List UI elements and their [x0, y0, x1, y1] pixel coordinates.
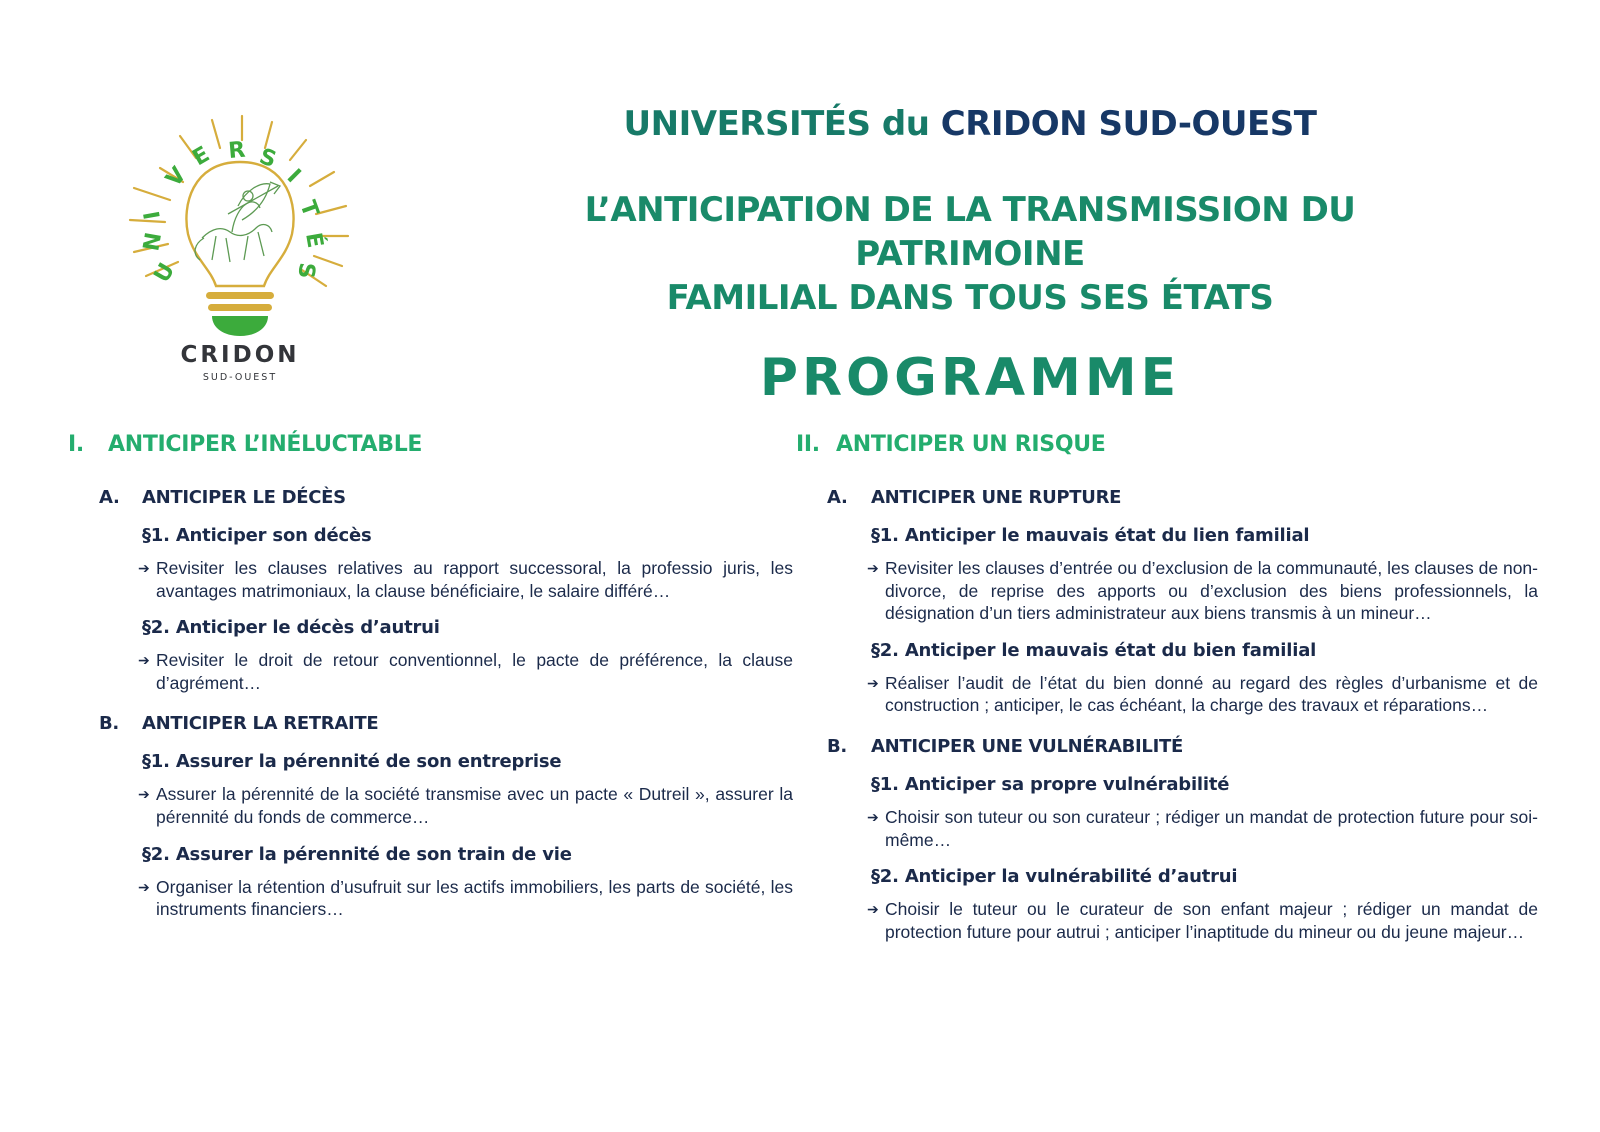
arc-letter: R [227, 137, 247, 164]
bullet-text: Choisir le tuteur ou le curateur de son enfant majeur ; rédiger un mandat de protection future pour autrui ; anticiper l’inaptitude du mineur ou du jeune majeur… [885, 899, 1538, 942]
arrow-icon: ➔ [867, 674, 879, 691]
bullet-text: Choisir son tuteur ou son curateur ; rédiger un mandat de protection future pour soi-même… [885, 806, 1538, 850]
section-heading [99, 486, 793, 510]
arrow-icon: ➔ [867, 560, 879, 576]
part-2-column [796, 430, 1538, 943]
section-title: ANTICIPER UNE RUPTURE [871, 487, 1122, 508]
bullet-text: Organiser la rétention d’usufruit sur les actifs immobiliers, les parts de société, les instruments financiers… [156, 876, 793, 920]
bullet-item [867, 557, 1538, 625]
subsection-title: §1. Assurer la pérennité de son entreprise [142, 751, 562, 773]
cridon-logo [120, 110, 360, 400]
arrow-icon: ➔ [867, 901, 879, 918]
section-heading [827, 735, 1538, 759]
theme-line-2: FAMILIAL DANS TOUS SES ÉTATS [666, 278, 1274, 318]
title-part-2: CRIDON SUD-OUEST [940, 104, 1317, 144]
bullet-text: Assurer la pérennité de la société transmise avec un pacte « Dutreil », assurer la pérennité du fonds de commerce… [156, 784, 793, 827]
universites-arc-letters [139, 138, 328, 287]
section-letter: B. [99, 713, 119, 735]
lightbulb-logo-graphic [120, 110, 360, 340]
theme-line-1: L’ANTICIPATION DE LA TRANSMISSION DU PATRIMOINE [584, 190, 1356, 274]
arrow-icon: ➔ [867, 808, 879, 825]
arc-letter: V [161, 162, 192, 192]
arrow-icon: ➔ [138, 560, 150, 576]
universites-title [470, 102, 1470, 146]
section-letter: A. [99, 487, 120, 508]
bullet-text: Revisiter le droit de retour conventionnel, le pacte de préférence, la clause d’agrément… [156, 650, 793, 693]
theme-title [470, 188, 1470, 320]
part-1-column [68, 430, 793, 921]
section-title: ANTICIPER UNE VULNÉRABILITÉ [871, 735, 1183, 757]
arc-letter: N [139, 230, 168, 254]
arc-letter: T [294, 197, 323, 221]
subsection-title: §2. Anticiper la vulnérabilité d’autrui [871, 866, 1238, 888]
section-heading [827, 486, 1538, 510]
bulb-base [212, 316, 268, 336]
subsection-title: §2. Anticiper le mauvais état du bien familial [871, 639, 1317, 661]
bulb-band [208, 304, 272, 311]
section-heading [99, 712, 793, 736]
section-title: ANTICIPER LA RETRAITE [142, 713, 379, 735]
section-letter: A. [827, 487, 848, 508]
arrow-icon: ➔ [138, 652, 150, 669]
bulb-band [206, 292, 274, 299]
title-part-1: UNIVERSITÉS du [623, 104, 930, 144]
part-title: ANTICIPER UN RISQUE [836, 432, 1106, 457]
subsection-title: §2. Anticiper le décès d’autrui [142, 617, 440, 639]
bullet-item [867, 898, 1538, 943]
bullet-item [867, 806, 1538, 851]
subsection-title: §1. Anticiper sa propre vulnérabilité [871, 773, 1230, 795]
bulb-outline [186, 162, 293, 286]
part-heading [796, 430, 1538, 460]
arrow-icon: ➔ [138, 786, 150, 803]
section-title: ANTICIPER LE DÉCÈS [142, 487, 346, 508]
bullet-text: Revisiter les clauses relatives au rapport successoral, la professio juris, les avantages matrimoniaux, la clause bénéficiaire, le salaire différé… [156, 558, 793, 601]
bullet-text: Réaliser l’audit de l’état du bien donné au regard des règles d’urbanisme et de construction ; anticiper, le cas échéant, la charge des travaux et réparations… [885, 672, 1538, 716]
subsection-title: §2. Assurer la pérennité de son train de vie [142, 843, 572, 865]
bullet-item [138, 557, 793, 602]
bullet-item [867, 672, 1538, 717]
subsection-title: §1. Anticiper son décès [142, 525, 372, 546]
document-header [470, 102, 1470, 410]
subsection-title: §1. Anticiper le mauvais état du lien familial [871, 525, 1310, 546]
section-letter: B. [827, 735, 847, 757]
bullet-text: Revisiter les clauses d’entrée ou d’exclusion de la communauté, les clauses de non-divorce, de reprise des apports ou d’exclusion des biens professionnels, la désignation d’un tiers administrateur aux biens transmis à un mineur… [885, 558, 1538, 624]
logo-name: CRIDON [180, 342, 300, 368]
part-number: II. [796, 432, 820, 457]
bullet-item [138, 783, 793, 828]
bullet-item [138, 876, 793, 921]
arc-letter: É [300, 230, 328, 250]
arc-letter: E [188, 142, 215, 172]
sagittarius-emblem [195, 182, 280, 262]
logo-subtitle: SUD-OUEST [202, 372, 278, 383]
part-heading [68, 430, 793, 460]
bullet-item [138, 649, 793, 694]
arc-letter: U [149, 259, 181, 287]
arrow-icon: ➔ [138, 878, 150, 895]
arc-letter: I [281, 164, 306, 189]
part-number: I. [68, 432, 84, 457]
part-title: ANTICIPER L’INÉLUCTABLE [108, 432, 423, 457]
arc-letter: S [255, 144, 280, 174]
arc-letter: I [139, 208, 166, 222]
programme-title: PROGRAMME [759, 348, 1181, 408]
arc-letter: S [292, 261, 319, 280]
